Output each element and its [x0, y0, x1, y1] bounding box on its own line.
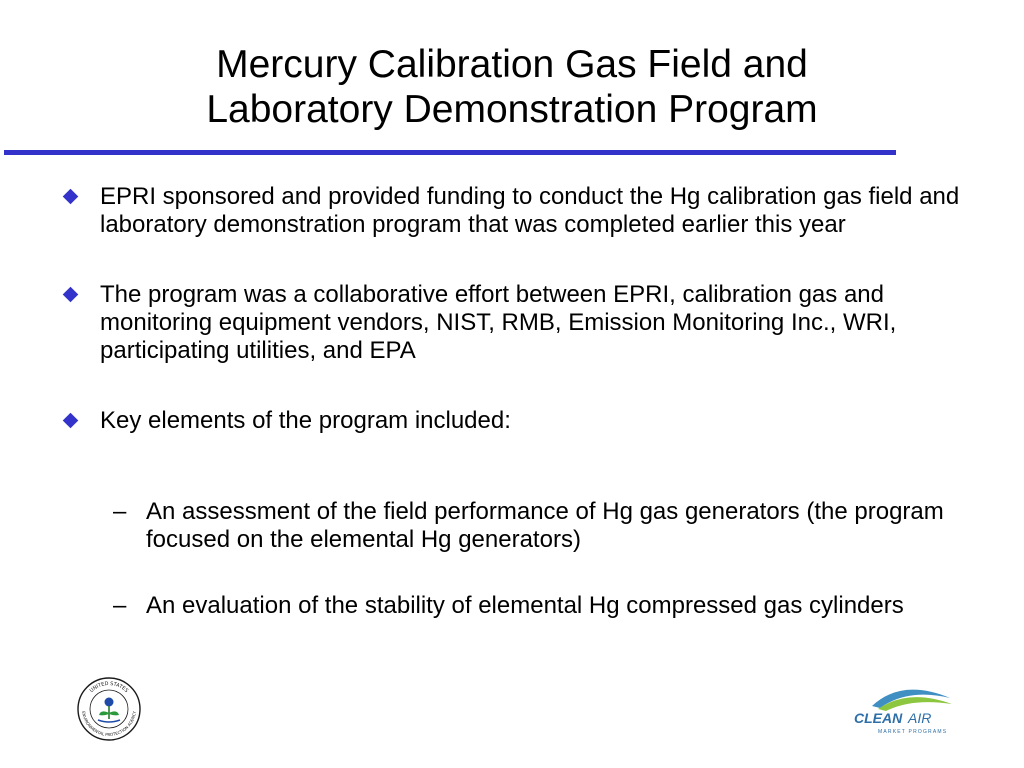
- bullet-text: Key elements of the program included:: [100, 407, 511, 434]
- bullet-item: [62, 407, 962, 435]
- sub-bullet-text: An evaluation of the stability of elemental Hg compressed gas cylinders: [146, 592, 904, 619]
- clean-air-word-clean: CLEAN: [854, 710, 903, 726]
- clean-air-word-air: AIR: [908, 710, 932, 726]
- sub-bullet-list: [113, 498, 953, 658]
- slide-title: [0, 42, 1024, 132]
- epa-seal-icon: [76, 676, 142, 742]
- bullet-item: [62, 281, 962, 365]
- sub-bullet-item: [113, 592, 953, 620]
- sub-bullet-text: An assessment of the field performance of Hg gas generators (the program focused on the elemental Hg generators): [146, 498, 944, 553]
- dash-bullet-icon: –: [113, 498, 127, 525]
- sub-bullet-item: [113, 498, 953, 554]
- diamond-bullet-icon: [63, 287, 79, 303]
- slide-title-line-1: Mercury Calibration Gas Field and: [216, 43, 808, 86]
- dash-bullet-icon: –: [113, 592, 127, 619]
- epa-seal-text-top: UNITED STATES: [88, 680, 130, 694]
- title-underline-rule: [4, 150, 896, 155]
- diamond-bullet-icon: [63, 189, 79, 205]
- clean-air-subtitle: MARKET PROGRAMS: [878, 729, 948, 735]
- clean-air-markets-logo: [850, 676, 956, 736]
- bullet-item: [62, 183, 962, 239]
- bullet-text: The program was a collaborative effort between EPRI, calibration gas and monitoring equipment vendors, NIST, RMB, Emission Monitoring Inc., WRI, participating utilities, and EPA: [100, 281, 897, 364]
- bullet-list: [62, 183, 962, 471]
- epa-seal-text-bottom: ENVIRONMENTAL PROTECTION AGENCY: [81, 710, 137, 738]
- bullet-text: EPRI sponsored and provided funding to conduct the Hg calibration gas field and laboratory demonstration program that was completed earlier this year: [100, 183, 960, 238]
- slide-title-line-2: Laboratory Demonstration Program: [206, 88, 818, 131]
- diamond-bullet-icon: [63, 413, 79, 429]
